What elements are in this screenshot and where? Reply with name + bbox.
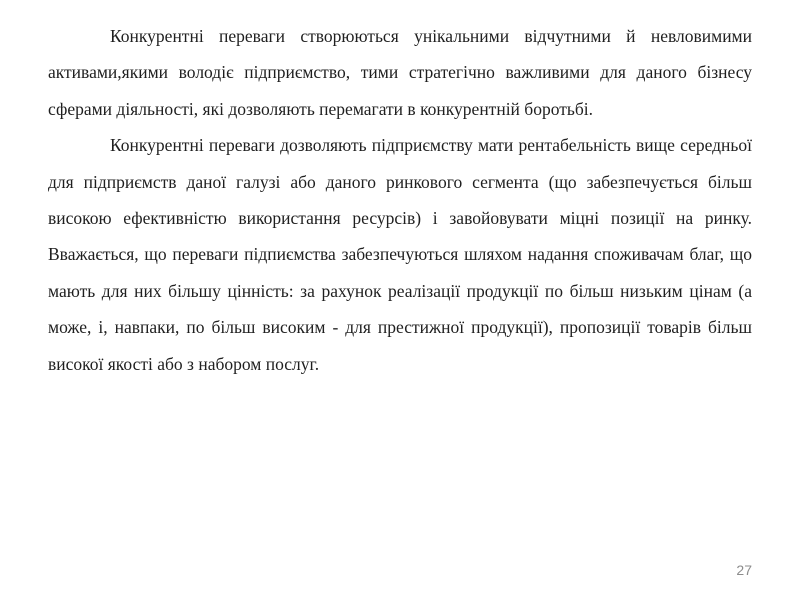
paragraph-competitive-advantages-benefits: Конкурентні переваги дозволяють підприємству мати рентабельність вище середньої для підприємств даної галузі або даного ринкового сегмента (що забезпечується більш високою ефективністю використання ресурсів) і завойовувати міцні позиції на ринку. Вважається, що переваги підпиємства забезпечуються шляхом надання споживачам благ, що мають для них більшу цінність: за рахунок реалізації продукції по більш низьким цінам (а може, і, навпаки, по більш високим - для престижної продукції), пропозиції товарів більш високої якості або з набором послуг. <box>48 135 752 374</box>
slide-text-body <box>48 18 752 382</box>
page-number: 27 <box>736 562 752 578</box>
paragraph-competitive-advantages-sources: Конкурентні переваги створюються унікальними відчутними й невловимими активами,якими володіє підприємство, тими стратегічно важливими для даного бізнесу сферами діяльності, які дозволяють перемагати в конкурентній боротьбі. <box>48 26 752 119</box>
